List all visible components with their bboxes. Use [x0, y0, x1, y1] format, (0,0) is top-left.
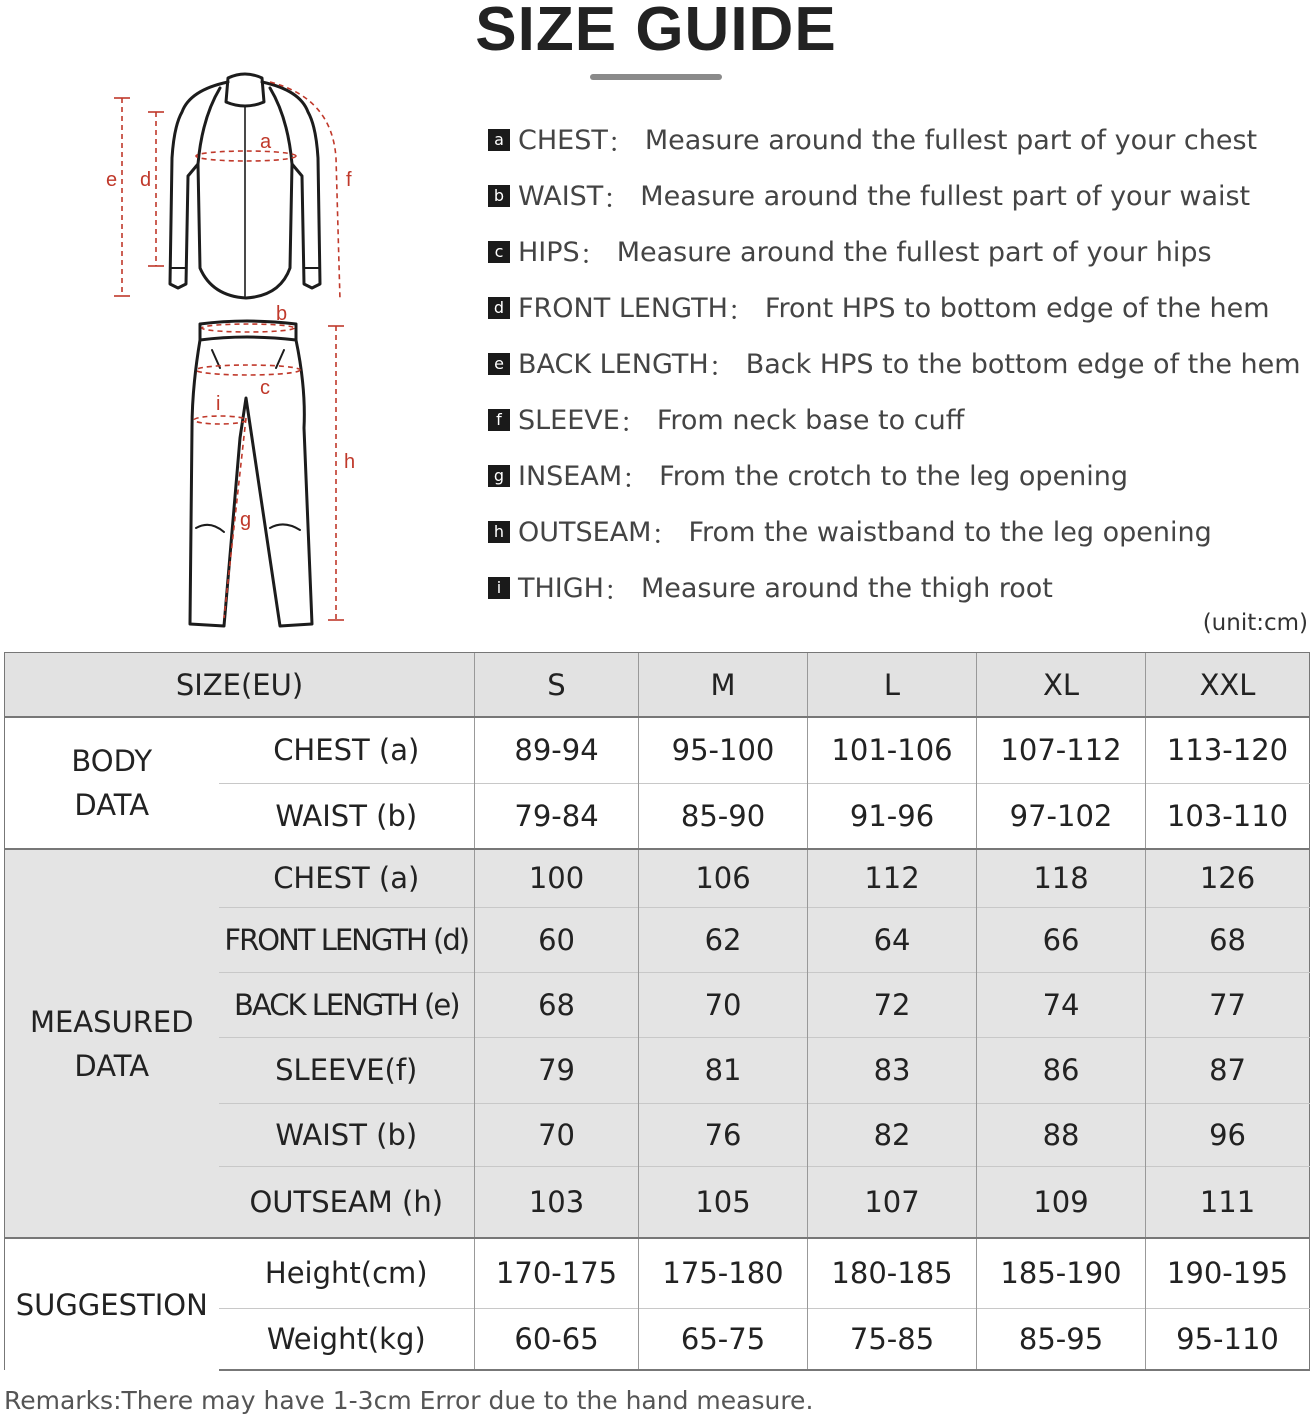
size-header-s: S — [475, 653, 639, 718]
table-cell: 109 — [977, 1166, 1146, 1238]
table-cell: 85-90 — [639, 783, 808, 849]
table-cell: 126 — [1146, 849, 1310, 907]
guide-item-back-length: e BACK LENGTH ： Back HPS to the bottom edge of the hem — [488, 336, 1301, 392]
table-cell: 85-95 — [977, 1308, 1146, 1370]
label-f: f — [346, 169, 352, 191]
table-cell: 89-94 — [475, 717, 639, 783]
table-header-row — [5, 653, 1310, 718]
table-cell: 96 — [1146, 1103, 1310, 1166]
table-cell: 68 — [475, 972, 639, 1037]
guide-item-inseam: g INSEAM ： From the crotch to the leg opening — [488, 448, 1301, 504]
table-cell: 60-65 — [475, 1308, 639, 1370]
row-label: SLEEVE(f) — [219, 1037, 475, 1103]
guide-item-hips: c HIPS ： Measure around the fullest part of your hips — [488, 224, 1301, 280]
size-table — [4, 652, 1310, 1371]
label-h: h — [344, 451, 356, 473]
marker-c: c — [488, 241, 510, 263]
unit-note: (unit:cm) — [1202, 610, 1308, 636]
table-cell: 112 — [808, 849, 977, 907]
guide-item-chest: a CHEST ： Measure around the fullest part of your chest — [488, 112, 1301, 168]
label-g: g — [240, 509, 252, 531]
table-cell: 103-110 — [1146, 783, 1310, 849]
measurement-guide — [488, 112, 1301, 616]
guide-desc: Front HPS to bottom edge of the hem — [764, 292, 1270, 324]
table-cell: 75-85 — [808, 1308, 977, 1370]
remarks-note: Remarks:There may have 1-3cm Error due to the hand measure. — [4, 1386, 814, 1415]
row-label: OUTSEAM (h) — [219, 1166, 475, 1238]
table-cell: 79 — [475, 1037, 639, 1103]
row-label: Height(cm) — [219, 1238, 475, 1308]
row-label: CHEST (a) — [219, 849, 475, 907]
table-cell: 88 — [977, 1103, 1146, 1166]
marker-f: f — [488, 409, 510, 431]
marker-a: a — [488, 129, 510, 151]
guide-desc: From the crotch to the leg opening — [659, 460, 1129, 492]
table-cell: 111 — [1146, 1166, 1310, 1238]
table-cell: 103 — [475, 1166, 639, 1238]
guide-desc: Measure around the thigh root — [640, 572, 1053, 604]
table-cell: 175-180 — [639, 1238, 808, 1308]
size-header-xxl: XXL — [1146, 653, 1310, 718]
guide-item-waist: b WAIST ： Measure around the fullest part of your waist — [488, 168, 1301, 224]
table-cell: 70 — [639, 972, 808, 1037]
table-cell: 113-120 — [1146, 717, 1310, 783]
marker-g: g — [488, 465, 510, 487]
guide-desc: Measure around the fullest part of your waist — [640, 180, 1251, 212]
table-cell: 101-106 — [808, 717, 977, 783]
table-row — [5, 1238, 1310, 1308]
table-cell: 74 — [977, 972, 1146, 1037]
label-c: c — [260, 377, 270, 399]
guide-desc: From neck base to cuff — [656, 404, 965, 436]
table-cell: 107-112 — [977, 717, 1146, 783]
group-suggestion: SUGGESTION — [5, 1238, 219, 1370]
table-cell: 68 — [1146, 907, 1310, 972]
table-cell: 185-190 — [977, 1238, 1146, 1308]
label-b: b — [276, 303, 288, 325]
marker-h: h — [488, 521, 510, 543]
size-header-m: M — [639, 653, 808, 718]
table-cell: 105 — [639, 1166, 808, 1238]
guide-item-front-length: d FRONT LENGTH ： Front HPS to bottom edge of the hem — [488, 280, 1301, 336]
marker-b: b — [488, 185, 510, 207]
row-label: CHEST (a) — [219, 717, 475, 783]
table-cell: 95-110 — [1146, 1308, 1310, 1370]
group-body-data: BODY DATA — [5, 717, 219, 849]
table-cell: 62 — [639, 907, 808, 972]
table-cell: 180-185 — [808, 1238, 977, 1308]
table-cell: 86 — [977, 1037, 1146, 1103]
size-eu-header: SIZE(EU) — [5, 653, 475, 718]
row-label: WAIST (b) — [219, 1103, 475, 1166]
table-cell: 83 — [808, 1037, 977, 1103]
table-cell: 87 — [1146, 1037, 1310, 1103]
table-cell: 106 — [639, 849, 808, 907]
table-cell: 82 — [808, 1103, 977, 1166]
guide-desc: Measure around the fullest part of your chest — [644, 124, 1258, 156]
table-cell: 190-195 — [1146, 1238, 1310, 1308]
label-d: d — [140, 169, 152, 191]
table-cell: 107 — [808, 1166, 977, 1238]
marker-d: d — [488, 297, 510, 319]
label-a: a — [260, 131, 272, 153]
marker-i: i — [488, 577, 510, 599]
table-cell: 70 — [475, 1103, 639, 1166]
group-measured-data: MEASURED DATA — [5, 849, 219, 1238]
guide-item-sleeve: f SLEEVE ： From neck base to cuff — [488, 392, 1301, 448]
table-cell: 77 — [1146, 972, 1310, 1037]
guide-desc: Back HPS to the bottom edge of the hem — [745, 348, 1301, 380]
size-header-xl: XL — [977, 653, 1146, 718]
table-cell: 97-102 — [977, 783, 1146, 849]
row-label: Weight(kg) — [219, 1308, 475, 1370]
table-cell: 60 — [475, 907, 639, 972]
table-cell: 91-96 — [808, 783, 977, 849]
table-cell: 170-175 — [475, 1238, 639, 1308]
row-label: FRONT LENGTH (d) — [219, 907, 475, 972]
row-label: BACK LENGTH (e) — [219, 972, 475, 1037]
size-header-l: L — [808, 653, 977, 718]
table-row — [5, 849, 1310, 907]
table-cell: 64 — [808, 907, 977, 972]
label-i: i — [216, 393, 221, 415]
table-cell: 79-84 — [475, 783, 639, 849]
label-e: e — [106, 169, 118, 191]
table-cell: 100 — [475, 849, 639, 907]
table-cell: 66 — [977, 907, 1146, 972]
table-row — [5, 717, 1310, 783]
table-cell: 95-100 — [639, 717, 808, 783]
guide-item-thigh: i THIGH ： Measure around the thigh root — [488, 560, 1301, 616]
table-cell: 118 — [977, 849, 1146, 907]
marker-e: e — [488, 353, 510, 375]
table-cell: 65-75 — [639, 1308, 808, 1370]
table-cell: 81 — [639, 1037, 808, 1103]
garment-illustration — [100, 68, 390, 638]
table-cell: 72 — [808, 972, 977, 1037]
row-label: WAIST (b) — [219, 783, 475, 849]
guide-desc: Measure around the fullest part of your hips — [616, 236, 1212, 268]
guide-item-outseam: h OUTSEAM ： From the waistband to the leg opening — [488, 504, 1301, 560]
page-title: SIZE GUIDE — [475, 0, 837, 64]
guide-desc: From the waistband to the leg opening — [688, 516, 1212, 548]
table-cell: 76 — [639, 1103, 808, 1166]
title-underline — [590, 74, 722, 80]
